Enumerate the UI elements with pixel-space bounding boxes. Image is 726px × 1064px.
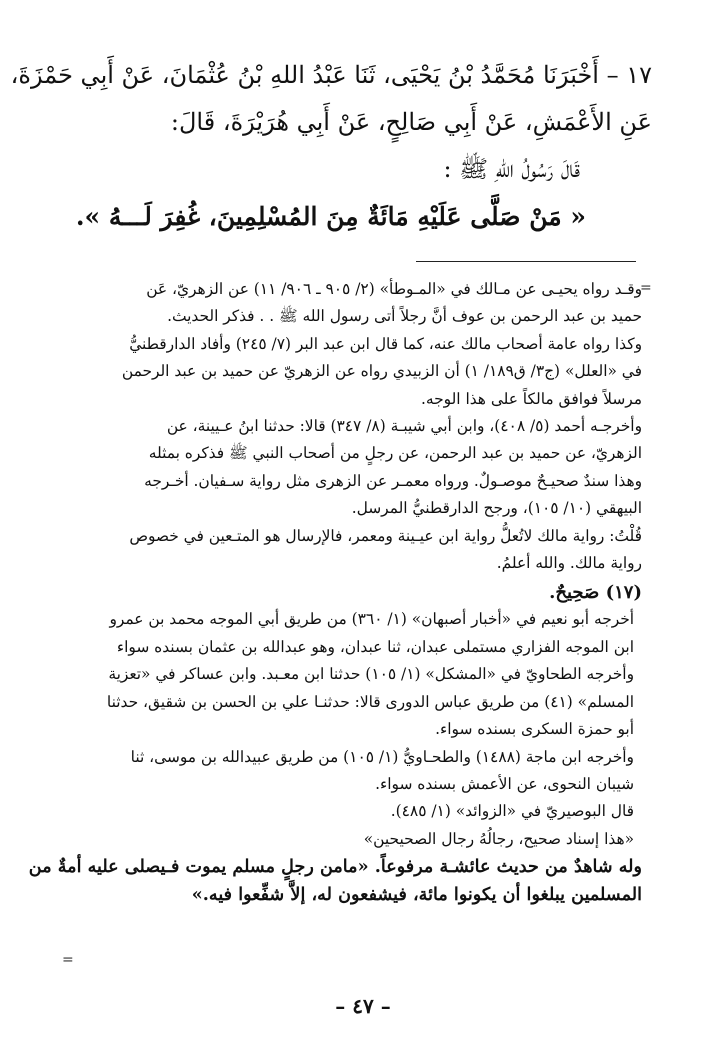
hadith-isnad-line-2: عَنِ الأَعْمَشِ، عَنْ أَبِي صَالِحٍ، عَنْ أَبِي هُرَيْرَةَ، قَالَ: xyxy=(170,108,652,136)
source-line: ابن الموجه الفزاري مستملى عبدان، ثنا عبدان، وهو عبدالله بن عثمان بسنده سواء xyxy=(116,637,634,656)
footnote-continuation-marker: = xyxy=(640,280,652,296)
note-line: البيهقي (١٠/ ١٠٥)، ورجح الدارقطنيُّ المرسل. xyxy=(351,499,642,518)
note-line: وكذا رواه عامة أصحاب مالك عنه، كما قال ابن عبد البر (٧/ ٢٤٥) وأفاد الدارقطنيُّ xyxy=(129,334,642,353)
footnote-continues-marker: = xyxy=(62,952,74,968)
source-line: قال البوصيريّ في «الزوائد» (١/ ٤٨٥). xyxy=(390,802,634,821)
note-line: الزهريّ، عن حميد بن عبد الرحمن، عن رجلٍ من أصحاب النبي ﷺ فذكره بمثله xyxy=(148,444,642,463)
footnote-divider xyxy=(416,261,636,262)
note-line: حميد بن عبد الرحمن بن عوف أنَّ رجلاً أتى رسول الله ﷺ . . فذكر الحديث. xyxy=(167,307,642,326)
source-line: أبو حمزة السكرى بسنده سواء. xyxy=(435,720,634,739)
page-number: – ٤٧ – xyxy=(335,994,391,1018)
source-line: «هذا إسناد صحيح، رجالُهُ رجال الصحيحين» xyxy=(363,829,634,848)
hadith-matn: « مَنْ صَلَّى عَلَيْهِ مَائَةٌ مِنَ المُسْلِمِينَ، غُفِرَ لَـــهُ ». xyxy=(75,202,586,231)
source-line: شيبان النحوى، عن الأعمش بسنده سواء. xyxy=(375,774,634,793)
witness-line: المسلمين يبلغوا أن يكونوا مائة، فيشفعون له، إلاَّ شفِّعوا فيه.» xyxy=(191,884,642,906)
source-line: المسلم» (٤١) من طريق عباس الدورى قالا: حدثنـا علي بن الحسن بن شقيق، حدثنا xyxy=(106,692,634,711)
source-line: وأخرجه ابن ماجة (١٤٨٨) والطحـاويُّ (١/ ١٠٥) من طريق عبيدالله بن موسى، ثنا xyxy=(130,747,634,766)
hadith-text xyxy=(10,52,652,240)
note-line: مرسلاً فوافق مالكاً على هذا الوجه. xyxy=(420,389,642,408)
hadith-attribution: قَالَ رَسُولُ اللهِ ﷺ : xyxy=(443,155,580,183)
note-line: وقـد رواه يحيـى عن مـالك في «المـوطأ» (٢/ ٩٠٥ ـ ٩٠٦/ ١١) عن الزهريّ، عَن xyxy=(146,280,642,298)
witness-line: وله شاهدٌ من حديث عائشـة مرفوعاً. «مامن رجلٍ مسلم يموت فـيصلى عليه أمةٌ من xyxy=(28,856,642,878)
note-line: قُلْتُ: رواية مالك لاتُعلُّ رواية ابن عيـينة ومعمر، فالإرسال هو المتـعين في خصوص xyxy=(129,526,642,545)
footnotes xyxy=(28,276,642,909)
source-line: أخرجه أبو نعيم في «أخبار أصبهان» (١/ ٣٦٠) من طريق أبي الموجه محمد بن عمرو xyxy=(109,610,634,629)
note-line: رواية مالك. والله أعلمُ. xyxy=(496,554,642,573)
note-line: وأخرجـه أحمد (٥/ ٤٠٨)، وابن أبي شيبـة (٨/ ٣٤٧) قالا: حدثنا ابنُ عـيينة، عن xyxy=(166,417,642,436)
source-line: وأخرجه الطحاويّ في «المشكل» (١/ ١٠٥) حدثنا ابن معـبد. وابن عساكر في «تعزية xyxy=(108,665,634,684)
hadith-isnad-line-1: ١٧ – أَخْبَرَنَا مُحَمَّدُ بْنُ يَحْيَى، ثَنَا عَبْدُ اللهِ بْنُ عُثْمَانَ، عَنْ أَبِي حَمْزَةَ، xyxy=(10,61,652,89)
note-line: وهذا سندٌ صحيـحٌ موصـولٌ. ورواه معمـر عن الزهرى مثل رواية سـفيان. أخـرجه xyxy=(144,471,642,490)
note-line: في «العلل» (ج٣/ ق١٨٩/ ١) أن الزبيدي رواه عن الزهريّ عن حميد بن عبد الرحمن xyxy=(121,362,642,381)
hadith-grade: (١٧) صَحِيحٌ. xyxy=(549,582,642,604)
